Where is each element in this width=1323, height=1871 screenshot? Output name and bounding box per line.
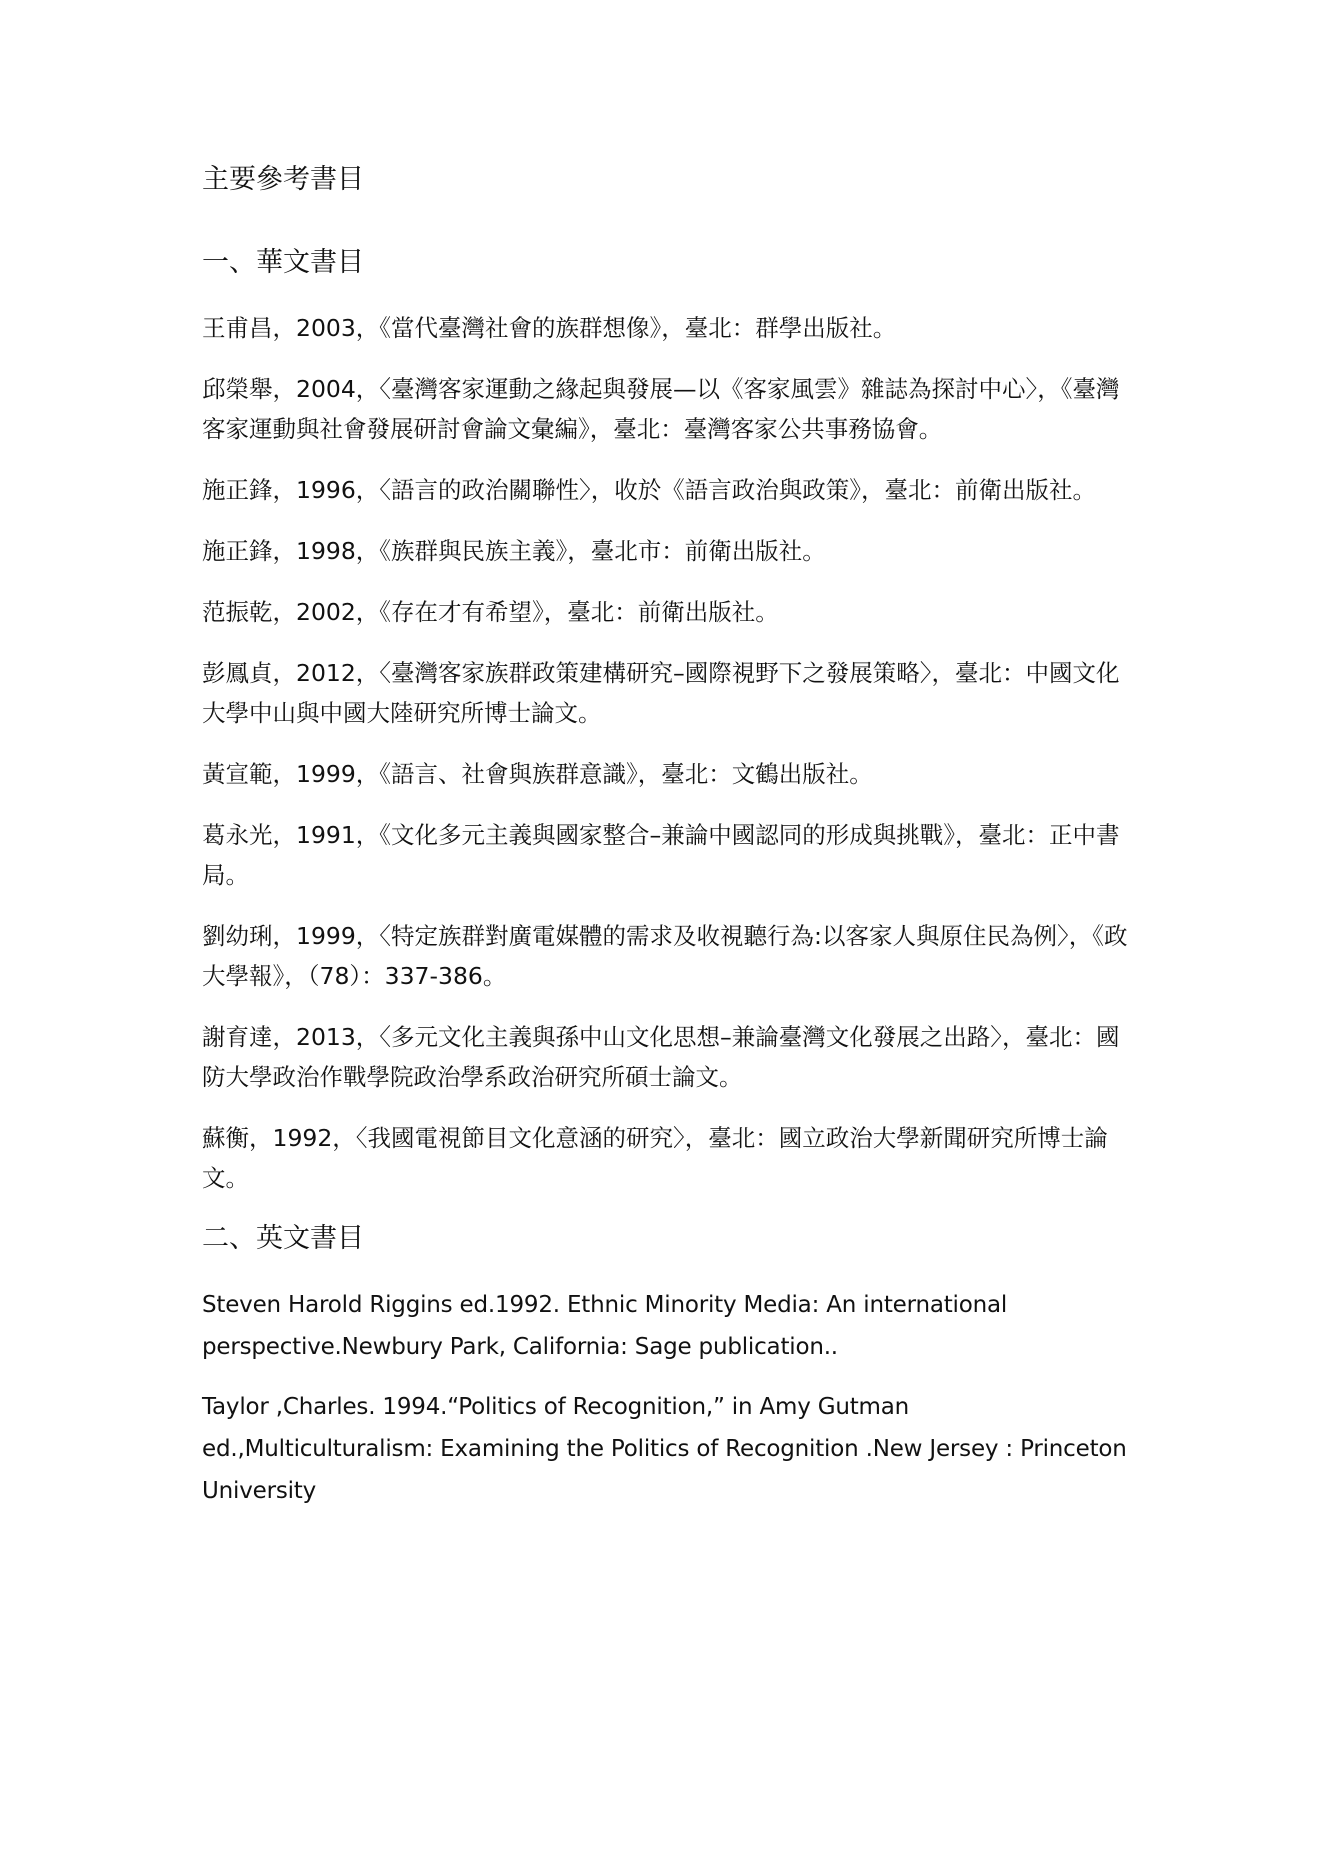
- reference-list-english: [202, 1284, 1137, 1512]
- reference-entry: 施正鋒，1998，《族群與民族主義》，臺北市：前衛出版社。: [202, 537, 826, 565]
- section-english-references: [202, 1219, 1137, 1512]
- reference-entry: 邱榮舉，2004，〈臺灣客家運動之緣起與發展—以《客家風雲》雜誌為探討中心〉，《臺灣客家運動與社會發展研討會論文彙編》，臺北：臺灣客家公共事務協會。: [202, 375, 1120, 443]
- reference-entry: 施正鋒，1996，〈語言的政治關聯性〉，收於《語言政治與政策》，臺北：前衛出版社。: [202, 476, 1097, 504]
- section-heading-chinese: 一、華文書目: [202, 247, 364, 278]
- reference-entry: 葛永光，1991，《文化多元主義與國家整合–兼論中國認同的形成與挑戰》，臺北：正中書局。: [202, 821, 1120, 889]
- reference-entry: Steven Harold Riggins ed.1992. Ethnic Minority Media: An international perspective.Newbury Park, California: Sage publication..: [202, 1292, 1008, 1360]
- reference-list-chinese: [202, 308, 1137, 1198]
- section-heading-english: 二、英文書目: [202, 1223, 364, 1254]
- reference-entry: 黃宣範，1999，《語言、社會與族群意識》，臺北：文鶴出版社。: [202, 760, 873, 788]
- bibliography-content: [202, 160, 1137, 1530]
- section-chinese-references: [202, 243, 1137, 1198]
- reference-entry: Taylor ,Charles. 1994.“Politics of Recognition,” in Amy Gutman ed.,Multiculturalism: Examining the Politics of Recognition .New Jersey : Princeton University: [202, 1394, 1127, 1504]
- reference-entry: 謝育達，2013，〈多元文化主義與孫中山文化思想–兼論臺灣文化發展之出路〉，臺北：國防大學政治作戰學院政治學系政治研究所碩士論文。: [202, 1023, 1120, 1091]
- reference-entry: 王甫昌，2003，《當代臺灣社會的族群想像》，臺北：群學出版社。: [202, 314, 897, 342]
- document-title: 主要參考書目: [202, 164, 364, 195]
- reference-entry: 范振乾，2002，《存在才有希望》，臺北：前衛出版社。: [202, 598, 779, 626]
- reference-entry: 彭鳳貞，2012，〈臺灣客家族群政策建構研究–國際視野下之發展策略〉，臺北：中國文化大學中山與中國大陸研究所博士論文。: [202, 659, 1120, 727]
- reference-entry: 劉幼琍，1999，〈特定族群對廣電媒體的需求及收視聽行為:以客家人與原住民為例〉，《政大學報》，（78）：337-386。: [202, 922, 1128, 990]
- reference-entry: 蘇衡，1992，〈我國電視節目文化意涵的研究〉，臺北：國立政治大學新聞研究所博士論文。: [202, 1124, 1108, 1192]
